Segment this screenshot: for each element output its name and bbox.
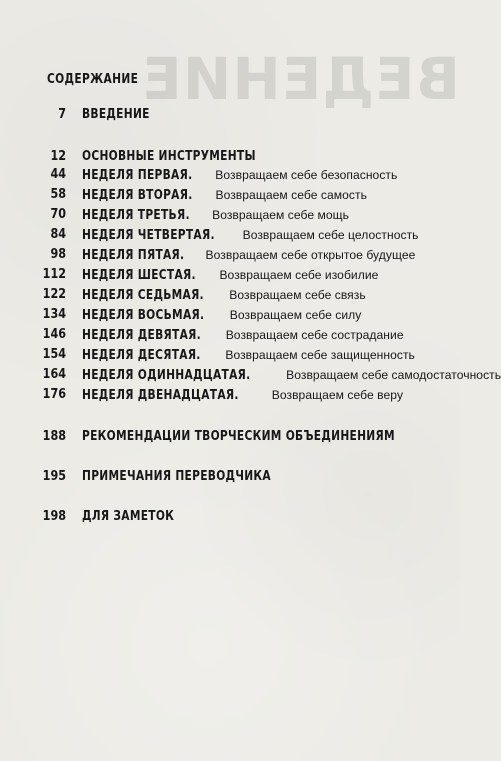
toc-entry-week-1	[0, 166, 460, 184]
entry-title: ОСНОВНЫЕ ИНСТРУМЕНТЫ	[82, 149, 256, 164]
week-description: Возвращаем себе сострадание	[225, 328, 404, 342]
week-description: Возвращаем себе самость	[215, 188, 367, 202]
toc-entry-introduction	[0, 106, 460, 124]
toc-entry-week-3	[0, 206, 460, 224]
week-label: НЕДЕЛЯ ДВЕНАДЦАТАЯ.	[82, 388, 239, 403]
week-description: Возвращаем себе мощь	[212, 208, 350, 222]
week-label: НЕДЕЛЯ ДЕВЯТАЯ.	[82, 328, 201, 343]
page-number: 12	[50, 149, 66, 164]
week-label: НЕДЕЛЯ ОДИННАДЦАТАЯ.	[82, 368, 251, 383]
entry-title: ВВЕДЕНИЕ	[82, 107, 150, 122]
week-label: НЕДЕЛЯ ВОСЬМАЯ.	[82, 308, 205, 323]
reverse-page-text: ВЕДЕНИЕ	[141, 45, 460, 113]
entry-title	[82, 246, 415, 265]
toc-entry-week-8	[0, 306, 460, 324]
toc-entry-week-10	[0, 346, 460, 364]
entry-title	[82, 306, 361, 325]
week-label: НЕДЕЛЯ ШЕСТАЯ.	[82, 268, 196, 283]
entry-title	[82, 166, 397, 185]
toc-entry-week-9	[0, 326, 460, 344]
page-number: 195	[42, 469, 66, 484]
entry-title	[82, 326, 404, 345]
week-label: НЕДЕЛЯ СЕДЬМАЯ.	[82, 288, 204, 303]
week-description: Возвращаем себе целостность	[242, 228, 419, 242]
page-number: 98	[50, 247, 66, 262]
week-description: Возвращаем себе открытое будущее	[205, 248, 416, 262]
toc-entry-basic-tools	[0, 148, 460, 166]
entry-title: ДЛЯ ЗАМЕТОК	[82, 509, 175, 524]
entry-title	[82, 386, 403, 405]
week-description: Возвращаем себе защищенность	[225, 348, 415, 362]
page-number: 198	[42, 509, 66, 524]
toc-entry-translator-notes	[0, 468, 460, 486]
page-number: 44	[50, 167, 66, 182]
page-number: 164	[42, 367, 66, 382]
page-number: 176	[42, 387, 66, 402]
week-description: Возвращаем себе самодостаточность	[286, 368, 501, 382]
page-number: 154	[42, 347, 66, 362]
entry-title	[82, 186, 367, 205]
toc-entry-week-6	[0, 266, 460, 284]
page-number: 7	[58, 107, 66, 122]
contents-title: СОДЕРЖАНИЕ	[47, 72, 139, 87]
week-description: Возвращаем себе изобилие	[219, 268, 379, 282]
page-number: 188	[42, 429, 66, 444]
page-number: 58	[50, 187, 66, 202]
entry-title	[82, 226, 419, 245]
toc-entry-notes	[0, 508, 460, 526]
week-label: НЕДЕЛЯ ТРЕТЬЯ.	[82, 208, 190, 223]
week-label: НЕДЕЛЯ ВТОРАЯ.	[82, 188, 193, 203]
week-label: НЕДЕЛЯ ЧЕТВЕРТАЯ.	[82, 228, 215, 243]
page-number: 112	[42, 267, 66, 282]
toc-entry-week-2	[0, 186, 460, 204]
page-number: 70	[50, 207, 66, 222]
entry-title: ПРИМЕЧАНИЯ ПЕРЕВОДЧИКА	[82, 469, 271, 484]
toc-entry-week-5	[0, 246, 460, 264]
page-number: 84	[50, 227, 66, 242]
week-description: Возвращаем себе безопасность	[215, 168, 398, 182]
entry-title: РЕКОМЕНДАЦИИ ТВОРЧЕСКИМ ОБЪЕДИНЕНИЯМ	[82, 429, 395, 444]
entry-title	[82, 366, 501, 385]
week-description: Возвращаем себе веру	[271, 388, 404, 402]
entry-title	[82, 266, 378, 285]
toc-entry-week-4	[0, 226, 460, 244]
toc-entry-week-7	[0, 286, 460, 304]
entry-title	[82, 286, 366, 305]
page-number: 122	[42, 287, 66, 302]
toc-entry-week-11	[0, 366, 501, 384]
week-label: НЕДЕЛЯ ПЕРВАЯ.	[82, 168, 193, 183]
page-number: 146	[42, 327, 66, 342]
entry-title	[82, 206, 349, 225]
week-label: НЕДЕЛЯ ДЕСЯТАЯ.	[82, 348, 201, 363]
week-description: Возвращаем себе силу	[229, 308, 362, 322]
entry-title	[82, 346, 415, 365]
page-number: 134	[42, 307, 66, 322]
toc-entry-week-12	[0, 386, 460, 404]
toc-entry-recommendations	[0, 428, 460, 446]
week-label: НЕДЕЛЯ ПЯТАЯ.	[82, 248, 185, 263]
week-description: Возвращаем себе связь	[229, 288, 366, 302]
